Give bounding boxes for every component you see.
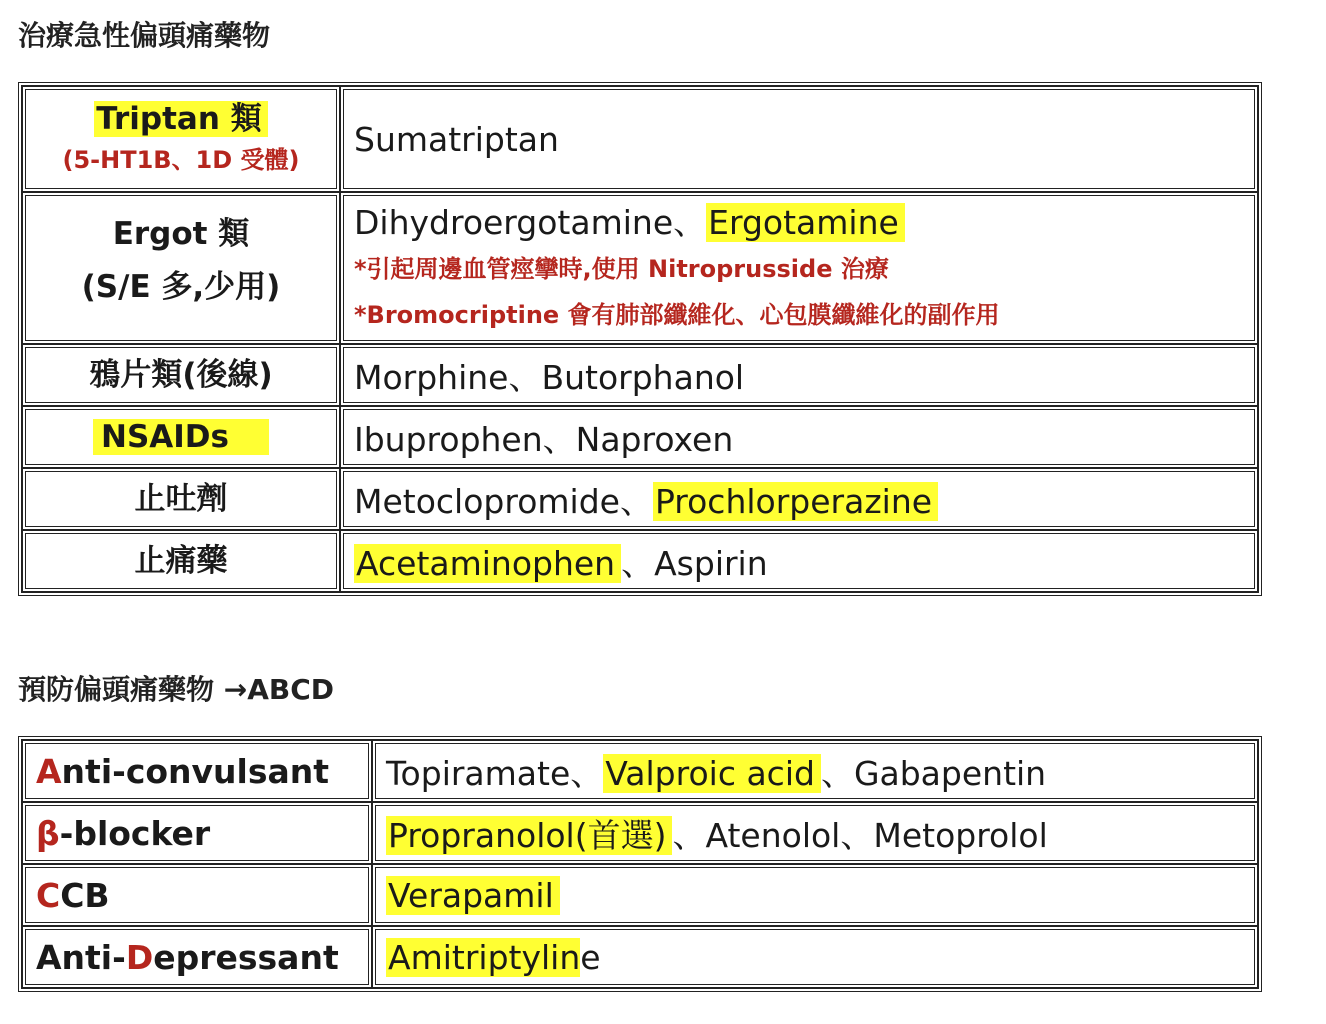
drug-list: Sumatriptan [354, 119, 559, 159]
drug-highlight: Valproic acid [603, 754, 821, 793]
drug-highlight: Prochlorperazine [653, 482, 938, 521]
category-subtitle: (5-HT1B、1D 受體) [62, 146, 300, 174]
drug-plain: 、Atenolol、Metoprolol [672, 815, 1048, 855]
drugs-cell [372, 802, 1258, 864]
category-label: Triptan 類 [94, 101, 267, 137]
acronym-letter: D [125, 937, 154, 977]
drug-highlight: Ergotamine [706, 203, 905, 242]
drug-plain: Topiramate、 [386, 753, 604, 793]
drug-plain: 、Aspirin [621, 543, 768, 583]
drugs-cell [340, 530, 1258, 592]
category-cell [22, 192, 340, 344]
table-row [22, 192, 1258, 344]
table-row [22, 468, 1258, 530]
category-cell: 止痛藥 [22, 530, 340, 592]
drugs-cell: Ibuprophen、Naproxen [340, 406, 1258, 468]
drugs-cell [372, 864, 1258, 926]
category-subtitle: (S/E 多,少用) [81, 269, 281, 306]
table-row [22, 406, 1258, 468]
drug-highlight: Acetaminophen [354, 544, 621, 583]
category-cell [22, 406, 340, 468]
category-cell [22, 86, 340, 192]
category-rest: -blocker [59, 813, 211, 853]
table-row [22, 802, 1258, 864]
table-row [22, 86, 1258, 192]
category-label: NSAIDs [93, 419, 269, 455]
drug-plain: Metoclopromide、 [354, 481, 653, 521]
acronym-letter: β [36, 813, 60, 853]
side-effect-note: *引起周邊血管痙攣時,使用 Nitroprusside 治療 [354, 255, 889, 284]
drugs-cell [340, 86, 1258, 192]
drug-plain: Dihydroergotamine、 [354, 202, 707, 242]
section-title-acute: 治療急性偏頭痛藥物 [18, 19, 271, 52]
table-row [22, 864, 1258, 926]
section-title-prevention: 預防偏頭痛藥物 →ABCD [18, 673, 335, 706]
category-cell [22, 802, 372, 864]
category-rest: CB [60, 875, 110, 915]
category-label: Ergot 類 [112, 215, 250, 252]
table-row [22, 740, 1258, 802]
drug-highlight: Propranolol(首選) [386, 816, 672, 855]
category-cell [22, 864, 372, 926]
category-cell [22, 740, 372, 802]
drugs-cell [340, 192, 1258, 344]
table-row [22, 530, 1258, 592]
table-row [22, 926, 1258, 988]
side-effect-note: *Bromocriptine 會有肺部纖維化、心包膜纖維化的副作用 [354, 300, 1000, 329]
acute-migraine-table [18, 82, 1262, 596]
category-cell [22, 926, 372, 988]
drugs-cell: Morphine、Butorphanol [340, 344, 1258, 406]
drug-highlight: Amitriptylin [388, 937, 581, 977]
drug-plain: 、Gabapentin [820, 753, 1047, 793]
category-cell: 止吐劑 [22, 468, 340, 530]
acronym-letter: C [36, 875, 61, 915]
category-rest: nti-convulsant [61, 751, 330, 791]
table-row [22, 344, 1258, 406]
drug-highlight: Verapamil [386, 876, 560, 915]
drugs-cell [372, 926, 1258, 988]
drugs-cell [372, 740, 1258, 802]
drugs-cell [340, 468, 1258, 530]
prevention-table [18, 736, 1262, 992]
category-rest: epressant [153, 937, 339, 977]
category-cell: 鴉片類(後線) [22, 344, 340, 406]
acronym-letter: A [36, 751, 62, 791]
category-prefix: Anti- [36, 937, 126, 977]
drug-plain: e [580, 937, 601, 977]
